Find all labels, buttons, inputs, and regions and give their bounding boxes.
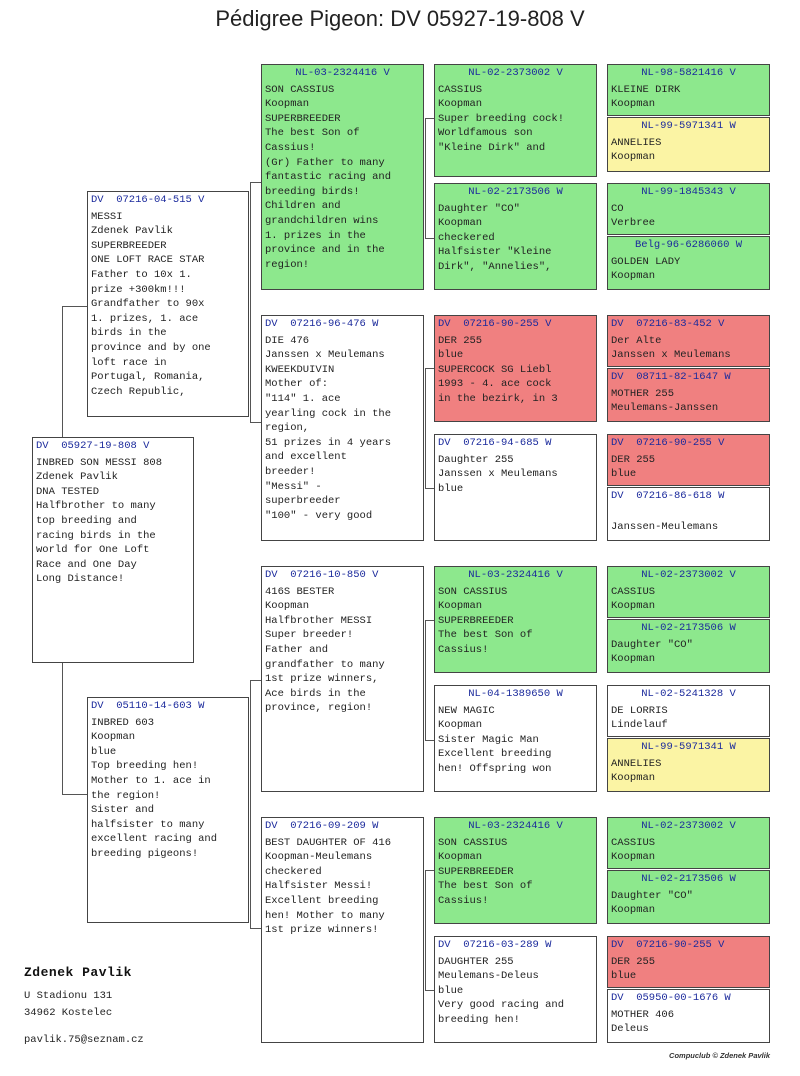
ring-number: NL-03-2324416 V [468,569,563,581]
great-great-grandparent-card[interactable] [607,434,770,486]
great-great-grandparent-card[interactable] [607,685,770,737]
pigeon-info: MESSI Zdenek Pavlik SUPERBREEDER ONE LOFT RACE STAR Father to 10x 1. prize +300km!!! Grandfather to 90x 1. prizes, 1. ace birds in the province and by one loft race in Portugal, Romania, Czech Republic, [91,210,211,398]
great-grandparent-card[interactable] [434,936,597,1043]
great-grandparent-card[interactable] [434,183,597,290]
ring-number: DV 07216-86-618 W [611,490,725,502]
pigeon-info: SON CASSIUS Koopman SUPERBREEDER The best Son of Cassius! [438,836,533,907]
connector-line [250,182,251,422]
ring-number: NL-99-5971341 W [641,741,736,753]
ring-number: DV 07216-96-476 W [265,318,379,330]
pigeon-info: CO Verbree [611,202,656,230]
pigeon-info: GOLDEN LADY Koopman [611,255,681,283]
owner-street: U Stadionu 131 [24,990,113,1002]
connector-line [250,680,251,928]
ring-number: NL-04-1389650 W [468,688,563,700]
maternal-grandmother-card[interactable] [261,817,424,1043]
ring-number: DV 07216-03-289 W [438,939,552,951]
pigeon-info: 416S BESTER Koopman Halfbrother MESSI Super breeder! Father and grandfather to many 1st prize winners, Ace birds in the province, region! [265,585,385,715]
ring-number: NL-99-5971341 W [641,120,736,132]
ring-number: NL-98-5821416 V [641,67,736,79]
great-great-grandparent-card[interactable] [607,64,770,116]
ring-number: DV 08711-82-1647 W [611,371,731,383]
great-great-grandparent-card[interactable] [607,738,770,792]
ring-number: DV 05110-14-603 W [91,700,205,712]
great-great-grandparent-card[interactable] [607,368,770,422]
owner-city: 34962 Kostelec [24,1007,113,1019]
ring-number: NL-02-2173506 W [641,622,736,634]
ring-number: DV 07216-83-452 V [611,318,725,330]
pigeon-info: Daughter "CO" Koopman [611,889,693,917]
pigeon-info: INBRED SON MESSI 808 Zdenek Pavlik DNA TESTED Halfbrother to many top breeding and racing birds in the world for One Loft Race and One Day Long Distance! [36,456,163,586]
pigeon-info: ANNELIES Koopman [611,136,662,164]
ring-number: NL-02-2173506 W [468,186,563,198]
ring-number: DV 07216-04-515 V [91,194,205,206]
ring-number: NL-02-5241328 V [641,688,736,700]
great-grandparent-card[interactable] [434,817,597,924]
pigeon-info: Janssen-Meulemans [611,521,719,534]
pigeon-info: Daughter "CO" Koopman checkered Halfsister "Kleine Dirk", "Annelies", [438,202,552,273]
pigeon-info: Daughter "CO" Koopman [611,638,693,666]
ring-number: DV 07216-94-685 W [438,437,552,449]
ring-number: NL-03-2324416 V [468,820,563,832]
great-great-grandparent-card[interactable] [607,315,770,367]
ring-number: Belg-96-6286060 W [634,239,743,251]
pigeon-info: Daughter 255 Janssen x Meulemans blue [438,453,558,495]
great-grandparent-card[interactable] [434,685,597,792]
connector-line [425,118,426,238]
pigeon-info: DER 255 blue [611,955,656,983]
pigeon-info: ANNELIES Koopman [611,757,662,785]
owner-name: Zdenek Pavlik [24,965,132,980]
pigeon-info: MOTHER 406 Deleus [611,1008,675,1036]
pigeon-info: KLEINE DIRK Koopman [611,83,681,111]
pigeon-info: SON CASSIUS Koopman SUPERBREEDER The best Son of Cassius! [438,585,533,656]
connector-line [62,794,88,795]
pigeon-info: CASSIUS Koopman [611,585,656,613]
ring-number: DV 07216-09-209 W [265,820,379,832]
connector-line [425,870,426,990]
connector-line [62,306,88,307]
father-card[interactable] [87,191,249,417]
pigeon-info: MOTHER 255 Meulemans-Janssen [611,387,719,415]
page-title: Pédigree Pigeon: DV 05927-19-808 V [215,6,585,31]
great-great-grandparent-card[interactable] [607,117,770,172]
pigeon-info: CASSIUS Koopman [611,836,656,864]
maternal-grandfather-card[interactable] [261,566,424,792]
great-great-grandparent-card[interactable] [607,183,770,235]
great-great-grandparent-card[interactable] [607,989,770,1043]
ring-number: DV 05950-00-1676 W [611,992,731,1004]
ring-number: DV 07216-10-850 V [265,569,379,581]
pigeon-info: CASSIUS Koopman Super breeding cock! Worldfamous son "Kleine Dirk" and [438,83,565,154]
pigeon-info: INBRED 603 Koopman blue Top breeding hen! Mother to 1. ace in the region! Sister and halfsister to many excellent racing and breeding pigeons! [91,716,218,860]
ring-number: DV 07216-90-255 V [611,437,725,449]
great-grandparent-card[interactable] [434,566,597,673]
ring-number: NL-99-1845343 V [641,186,736,198]
ring-number: DV 07216-90-255 V [438,318,552,330]
owner-email[interactable]: pavlik.75@seznam.cz [24,1034,144,1046]
ring-number: NL-03-2324416 V [295,67,390,79]
ring-number: NL-02-2373002 V [641,569,736,581]
footer-credit: Compuclub © Zdenek Pavlik [669,1051,770,1060]
great-great-grandparent-card[interactable] [607,619,770,673]
connector-line [425,620,426,740]
great-great-grandparent-card[interactable] [607,936,770,988]
pigeon-info: DAUGHTER 255 Meulemans-Deleus blue Very good racing and breeding hen! [438,955,565,1026]
great-great-grandparent-card[interactable] [607,566,770,618]
ring-number: DV 05927-19-808 V [36,440,150,452]
pigeon-info: DE LORRIS Lindelauf [611,704,668,732]
paternal-grandfather-card[interactable] [261,64,424,290]
great-great-grandparent-card[interactable] [607,870,770,924]
subject-pigeon-card[interactable] [32,437,194,663]
paternal-grandmother-card[interactable] [261,315,424,541]
mother-card[interactable] [87,697,249,923]
pigeon-info: SON CASSIUS Koopman SUPERBREEDER The best Son of Cassius! (Gr) Father to many fantastic racing and breeding birds! Children and grandchildren wins 1. prizes in the province and in the region! [265,83,392,271]
great-grandparent-card[interactable] [434,64,597,177]
great-great-grandparent-card[interactable] [607,487,770,541]
pigeon-info: BEST DAUGHTER OF 416 Koopman-Meulemans checkered Halfsister Messi! Excellent breeding hen! Mother to many 1st prize winners! [265,836,392,937]
pigeon-info: DIE 476 Janssen x Meulemans KWEEKDUIVIN Mother of: "114" 1. ace yearling cock in the region, 51 prizes in 4 years and excellent breeder! "Messi" - superbreeder "100" - very good [265,334,392,522]
connector-line [425,368,426,488]
ring-number: NL-02-2173506 W [641,873,736,885]
ring-number: NL-02-2373002 V [468,67,563,79]
great-great-grandparent-card[interactable] [607,236,770,290]
great-great-grandparent-card[interactable] [607,817,770,869]
ring-number: NL-02-2373002 V [641,820,736,832]
great-grandparent-card[interactable] [434,434,597,541]
pigeon-info: DER 255 blue SUPERCOCK SG Liebl 1993 - 4. ace cock in the bezirk, in 3 [438,334,558,405]
pigeon-info: Der Alte Janssen x Meulemans [611,334,731,362]
great-grandparent-card[interactable] [434,315,597,422]
pigeon-info: NEW MAGIC Koopman Sister Magic Man Excellent breeding hen! Offspring won [438,704,552,775]
pigeon-info: DER 255 blue [611,453,656,481]
ring-number: DV 07216-90-255 V [611,939,725,951]
